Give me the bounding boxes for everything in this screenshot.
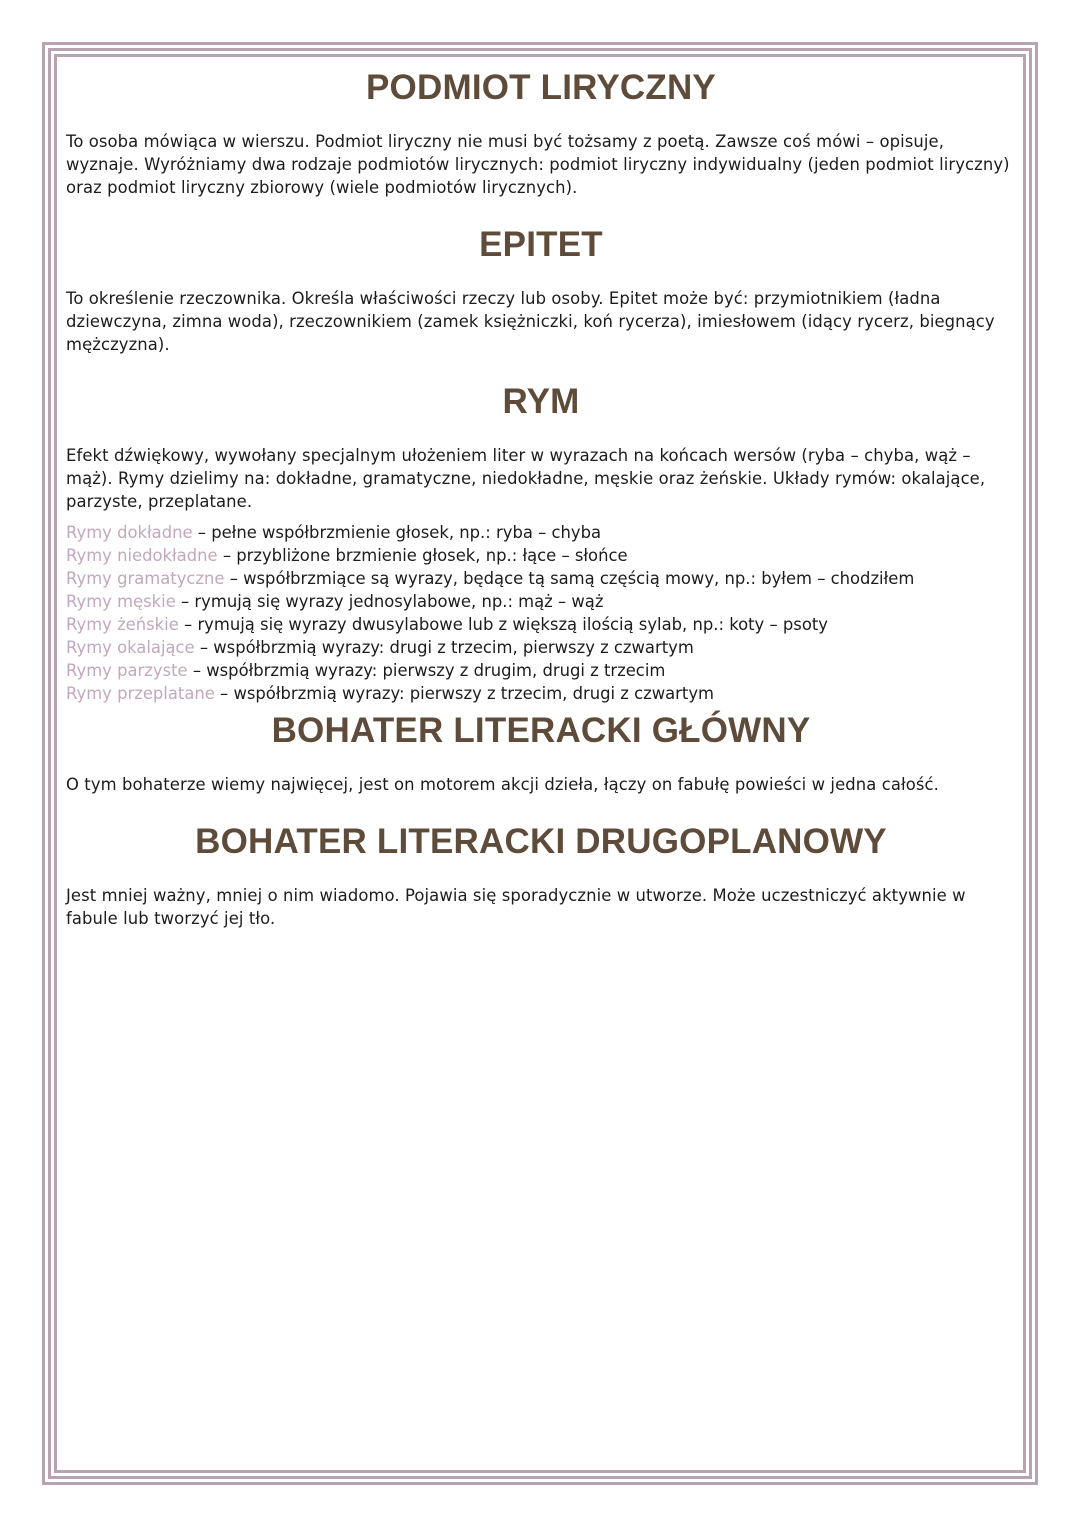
section-epitet <box>66 219 1016 356</box>
rhyme-definition: – pełne współbrzmienie głosek, np.: ryba – chyba <box>192 523 602 542</box>
section-text: O tym bohaterze wiemy najwięcej, jest on motorem akcji dzieła, łączy on fabułę powieści w jedna całość. <box>66 775 939 794</box>
section-bohater-drugoplanowy <box>66 816 1016 930</box>
rhyme-definition: – przybliżone brzmienie głosek, np.: łące – słońce <box>217 546 628 565</box>
section-title: BOHATER LITERACKI DRUGOPLANOWY <box>195 822 887 861</box>
section-title: PODMIOT LIRYCZNY <box>366 68 716 107</box>
list-item <box>66 544 1016 567</box>
section-podmiot-liryczny <box>66 62 1016 199</box>
rhyme-term: Rymy parzyste <box>66 661 188 680</box>
rhyme-term: Rymy męskie <box>66 592 176 611</box>
section-title: EPITET <box>479 225 603 264</box>
section-rym <box>66 376 1016 705</box>
rhyme-types-list <box>66 521 1016 705</box>
section-text: Jest mniej ważny, mniej o nim wiadomo. Pojawia się sporadycznie w utworze. Może uczestniczyć aktywnie w fabule lub tworzyć jej tło. <box>66 886 966 928</box>
rhyme-definition: – współbrzmiące są wyrazy, będące tą samą częścią mowy, np.: byłem – chodziłem <box>224 569 915 588</box>
rhyme-definition: – współbrzmią wyrazy: pierwszy z drugim, drugi z trzecim <box>187 661 666 680</box>
rhyme-definition: – rymują się wyrazy jednosylabowe, np.: mąż – wąż <box>175 592 604 611</box>
rhyme-definition: – rymują się wyrazy dwusylabowe lub z większą ilością sylab, np.: koty – psoty <box>178 615 828 634</box>
section-title: RYM <box>502 382 580 421</box>
section-bohater-glowny <box>66 705 1016 796</box>
rhyme-definition: – współbrzmią wyrazy: drugi z trzecim, pierwszy z czwartym <box>194 638 694 657</box>
rhyme-term: Rymy żeńskie <box>66 615 179 634</box>
section-text: To określenie rzeczownika. Określa właściwości rzeczy lub osoby. Epitet może być: przymiotnikiem (ładna dziewczyna, zimna woda), rzeczownikiem (zamek księżniczki, koń rycerza), imiesłowem (idący rycerz, biegnący mężczyzna). <box>66 289 995 354</box>
list-item <box>66 659 1016 682</box>
rhyme-term: Rymy przeplatane <box>66 684 215 703</box>
list-item <box>66 636 1016 659</box>
list-item <box>66 682 1016 705</box>
list-item <box>66 613 1016 636</box>
list-item <box>66 590 1016 613</box>
rhyme-term: Rymy okalające <box>66 638 195 657</box>
rhyme-term: Rymy gramatyczne <box>66 569 225 588</box>
list-item <box>66 567 1016 590</box>
rhyme-term: Rymy niedokładne <box>66 546 218 565</box>
list-item <box>66 521 1016 544</box>
section-text: Efekt dźwiękowy, wywołany specjalnym ułożeniem liter w wyrazach na końcach wersów (ryba – chyba, wąż – mąż). Rymy dzielimy na: dokładne, gramatyczne, niedokładne, męskie oraz żeńskie. Układy rymów: okalające, parzyste, przeplatane. <box>66 446 986 511</box>
document-content <box>66 62 1016 930</box>
section-text: To osoba mówiąca w wierszu. Podmiot liryczny nie musi być tożsamy z poetą. Zawsze coś mówi – opisuje, wyznaje. Wyróżniamy dwa rodzaje podmiotów lirycznych: podmiot liryczny indywidualny (jeden podmiot liryczny) oraz podmiot liryczny zbiorowy (wiele podmiotów lirycznych). <box>66 132 1010 197</box>
section-title: BOHATER LITERACKI GŁÓWNY <box>271 711 811 750</box>
rhyme-term: Rymy dokładne <box>66 523 193 542</box>
rhyme-definition: – współbrzmią wyrazy: pierwszy z trzecim, drugi z czwartym <box>214 684 715 703</box>
